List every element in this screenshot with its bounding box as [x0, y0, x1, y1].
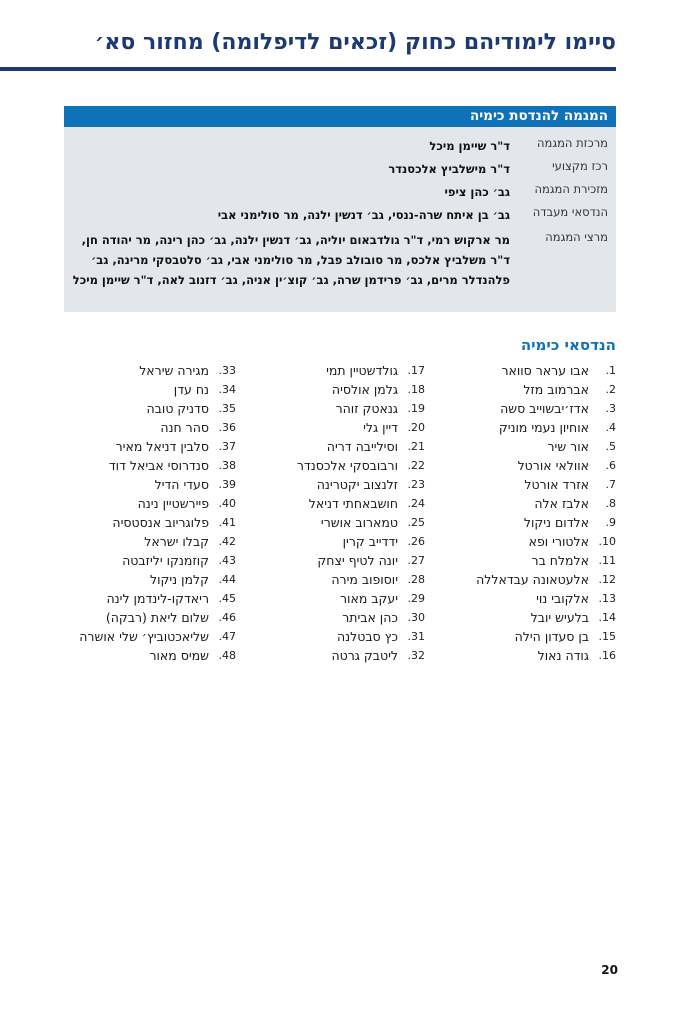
item-number: 21.: [407, 440, 425, 453]
student-name: דיין גלי: [363, 420, 398, 435]
list-item: [64, 361, 236, 380]
item-number: 5.: [605, 440, 616, 453]
item-number: 24.: [407, 497, 425, 510]
item-number: 3.: [605, 402, 616, 415]
section-title: הנדסאי כימיה: [520, 336, 616, 354]
item-number: 11.: [598, 554, 616, 567]
staff-label: הנדסאי מעבדה: [532, 205, 608, 219]
page-title: סיימו לימודיהם כחוק (זכאים לדיפלומה) מחזור סא׳: [94, 30, 616, 55]
student-name: אלעטאונה עבדאללה: [476, 572, 589, 587]
student-name: יוסופוב מירה: [331, 572, 398, 587]
list-item: [64, 646, 236, 665]
staff-value: מר ארקוש רמי, ד"ר גולדבאום יוליה, גב׳ דנשין ילנה, גב׳ כהן רינה, מר יהודה חן, ד"ר משלביץ אלכס, מר סובולב פבל, מר סולימני אבי, גב׳ סלטבסקי מרינה, גב׳ פלהנדלר מרים, גב׳ פרידמן שרה, גב׳ קוצ׳ין אניה, גב׳ דזנוב לאה, ד"ר שיימן מיכל: [72, 233, 510, 287]
list-item: [253, 361, 425, 380]
list-item: [253, 437, 425, 456]
item-number: 37.: [218, 440, 236, 453]
item-number: 2.: [605, 383, 616, 396]
list-item: [444, 361, 616, 380]
staff-label: מרכזת המגמה: [537, 136, 608, 150]
list-item: [444, 551, 616, 570]
item-number: 9.: [605, 516, 616, 529]
item-number: 48.: [218, 649, 236, 662]
item-number: 6.: [605, 459, 616, 472]
student-name: אלדום ניקול: [523, 515, 589, 530]
item-number: 31.: [407, 630, 425, 643]
list-item: [64, 494, 236, 513]
item-number: 34.: [218, 383, 236, 396]
student-name: גודה נאול: [537, 648, 589, 663]
student-name: שמיס מאור: [149, 648, 209, 663]
student-name: אבו עראר סוואר: [501, 363, 589, 378]
list-item: [64, 399, 236, 418]
student-name: פלוגריוב אנסטסיה: [112, 515, 209, 530]
list-item: [444, 380, 616, 399]
item-number: 20.: [407, 421, 425, 434]
list-item: [64, 437, 236, 456]
list-item: [64, 456, 236, 475]
student-name: שליאכטוביץ׳ שלי אושרה: [79, 629, 209, 644]
student-name: ידדייב קרין: [342, 534, 398, 549]
list-item: [64, 380, 236, 399]
list-item: [64, 589, 236, 608]
page-number: 20: [601, 963, 618, 977]
item-number: 47.: [218, 630, 236, 643]
student-name: חושבאחתי דניאל: [308, 496, 398, 511]
item-number: 36.: [218, 421, 236, 434]
list-item: [253, 646, 425, 665]
student-name: אלמלח בר: [531, 553, 589, 568]
students-column-2: [253, 361, 425, 665]
item-number: 39.: [218, 478, 236, 491]
item-number: 14.: [598, 611, 616, 624]
student-name: ליטבק גרטה: [331, 648, 398, 663]
list-item: [444, 475, 616, 494]
item-number: 7.: [605, 478, 616, 491]
item-number: 30.: [407, 611, 425, 624]
list-item: [64, 475, 236, 494]
student-name: גלמן אולסיה: [331, 382, 398, 397]
list-item: [444, 627, 616, 646]
staff-value: ד"ר מישלביץ אלכסנדר: [388, 162, 510, 176]
student-name: אדז׳יבשוייב סשה: [500, 401, 589, 416]
student-name: אלבז אלה: [534, 496, 589, 511]
student-name: סהר חנה: [160, 420, 209, 435]
item-number: 32.: [407, 649, 425, 662]
list-item: [253, 532, 425, 551]
item-number: 46.: [218, 611, 236, 624]
staff-label: מזכירת המגמה: [534, 182, 608, 196]
student-name: וסילייבה דריה: [326, 439, 398, 454]
list-item: [64, 513, 236, 532]
list-item: [64, 627, 236, 646]
student-name: מגירה שיראל: [139, 363, 209, 378]
item-number: 40.: [218, 497, 236, 510]
list-item: [253, 570, 425, 589]
item-number: 18.: [407, 383, 425, 396]
item-number: 25.: [407, 516, 425, 529]
student-name: פיירשטיין נינה: [137, 496, 209, 511]
item-number: 45.: [218, 592, 236, 605]
student-name: קבלו ישראל: [144, 534, 209, 549]
item-number: 8.: [605, 497, 616, 510]
student-name: יעקב מאור: [340, 591, 398, 606]
student-name: כץ סבטלנה: [336, 629, 398, 644]
student-name: אוחיון נעמי מוניק: [498, 420, 589, 435]
item-number: 29.: [407, 592, 425, 605]
staff-value: גב׳ כהן ציפי: [444, 185, 510, 199]
student-name: ורבובסקי אלכסנדר: [296, 458, 398, 473]
list-item: [64, 418, 236, 437]
list-item: [64, 570, 236, 589]
item-number: 19.: [407, 402, 425, 415]
students-column-3: [64, 361, 236, 665]
title-rule: [0, 67, 616, 71]
list-item: [444, 399, 616, 418]
item-number: 15.: [598, 630, 616, 643]
student-name: אזרד אורטל: [524, 477, 589, 492]
item-number: 1.: [605, 364, 616, 377]
student-name: בלעיש יובל: [530, 610, 589, 625]
student-name: קלמן ניקול: [149, 572, 209, 587]
list-item: [253, 456, 425, 475]
student-name: גולדשטיין תמי: [326, 363, 398, 378]
student-name: טמארוב אושרי: [320, 515, 398, 530]
student-name: אור שיר: [547, 439, 589, 454]
item-number: 41.: [218, 516, 236, 529]
student-name: סעדי הדיל: [154, 477, 209, 492]
item-number: 23.: [407, 478, 425, 491]
list-item: [253, 494, 425, 513]
list-item: [444, 608, 616, 627]
student-name: זלנצוב יקטרינה: [316, 477, 398, 492]
list-item: [444, 532, 616, 551]
staff-value: גב׳ בן איתח שרה-ננסי, גב׳ דנשין ילנה, מר סולימני אבי: [217, 208, 510, 222]
student-name: יונה לטיף יצחק: [317, 553, 398, 568]
list-item: [444, 437, 616, 456]
staff-label: מרצי המגמה: [545, 230, 608, 244]
student-name: סדניק טובה: [146, 401, 209, 416]
student-name: אברמוב מזל: [523, 382, 589, 397]
list-item: [253, 418, 425, 437]
student-name: אוולאי אורטל: [517, 458, 589, 473]
item-number: 44.: [218, 573, 236, 586]
list-item: [253, 627, 425, 646]
list-item: [444, 589, 616, 608]
student-name: נח עדן: [173, 382, 209, 397]
list-item: [253, 589, 425, 608]
item-number: 17.: [407, 364, 425, 377]
list-item: [444, 570, 616, 589]
student-name: קוזמנקו יליזבטה: [122, 553, 209, 568]
list-item: [444, 646, 616, 665]
student-name: אלטורי ופא: [528, 534, 589, 549]
list-item: [253, 551, 425, 570]
list-item: [253, 513, 425, 532]
students-column-1: [444, 361, 616, 665]
item-number: 43.: [218, 554, 236, 567]
list-item: [253, 475, 425, 494]
item-number: 28.: [407, 573, 425, 586]
student-name: סנדרוסי אביאל דוד: [108, 458, 209, 473]
student-name: שלום ליאת (רבקה): [105, 610, 209, 625]
student-name: אלקובי נוי: [536, 591, 589, 606]
item-number: 38.: [218, 459, 236, 472]
item-number: 27.: [407, 554, 425, 567]
item-number: 10.: [598, 535, 616, 548]
item-number: 35.: [218, 402, 236, 415]
student-name: ריאדקו-לינדמן לינה: [106, 591, 209, 606]
student-name: בן סעדון הילה: [514, 629, 589, 644]
item-number: 26.: [407, 535, 425, 548]
item-number: 16.: [598, 649, 616, 662]
list-item: [64, 608, 236, 627]
list-item: [253, 608, 425, 627]
staff-label: רכז מקצועי: [552, 159, 608, 173]
list-item: [444, 456, 616, 475]
list-item: [444, 494, 616, 513]
list-item: [253, 380, 425, 399]
item-number: 22.: [407, 459, 425, 472]
list-item: [64, 551, 236, 570]
list-item: [253, 399, 425, 418]
list-item: [444, 418, 616, 437]
student-name: סלבין דניאל מאיר: [115, 439, 209, 454]
staff-heading: המגמה להנדסת כימיה: [64, 106, 616, 127]
student-name: גנאטק זוהר: [335, 401, 398, 416]
student-name: כהן אביתר: [342, 610, 398, 625]
staff-box: [64, 106, 616, 312]
item-number: 42.: [218, 535, 236, 548]
staff-value: ד"ר שיימן מיכל: [429, 139, 510, 153]
item-number: 33.: [218, 364, 236, 377]
item-number: 12.: [598, 573, 616, 586]
list-item: [444, 513, 616, 532]
item-number: 4.: [605, 421, 616, 434]
item-number: 13.: [598, 592, 616, 605]
list-item: [64, 532, 236, 551]
